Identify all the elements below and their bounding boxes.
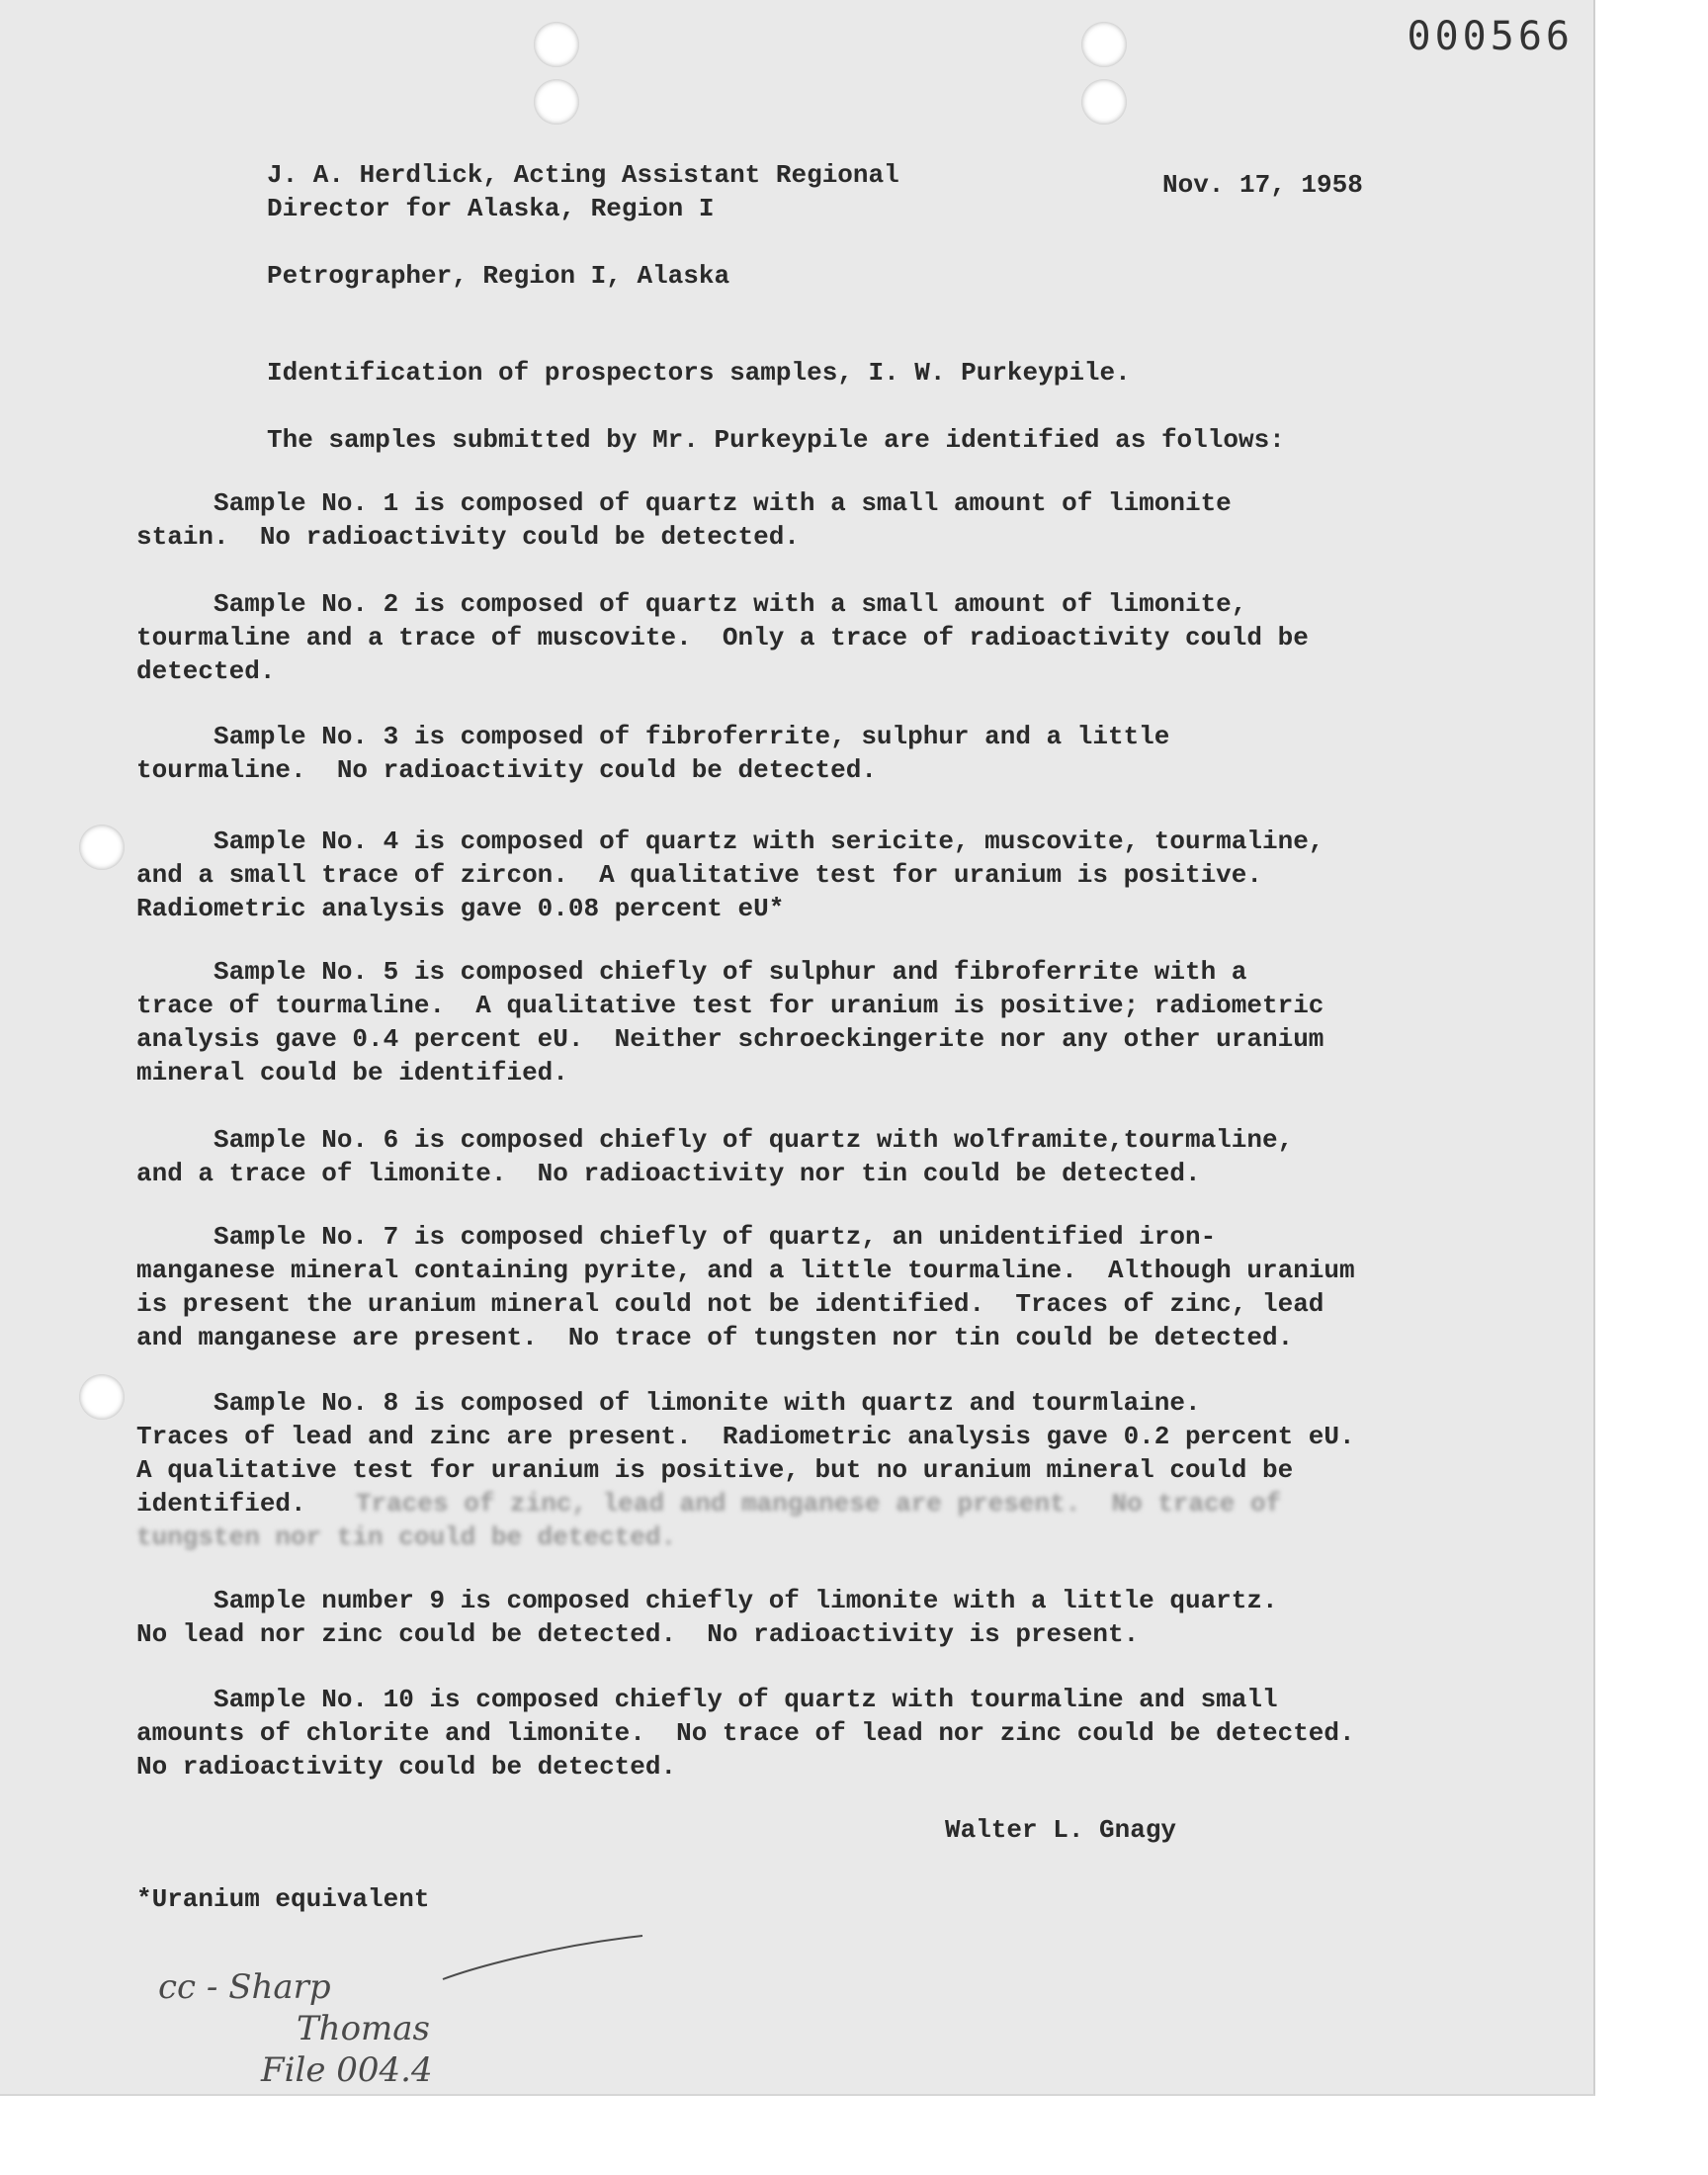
signature-name: Walter L. Gnagy (945, 1815, 1177, 1845)
sample-text-line: and manganese are present. No trace of tungsten nor tin could be detected. (136, 1323, 1294, 1352)
sample-text-line: tourmaline. No radioactivity could be detected. (136, 755, 877, 785)
handwritten-file: File 004.4 (261, 2050, 433, 2090)
sample-text-line: Sample No. 3 is composed of fibroferrite, sulphur and a little (136, 722, 1170, 751)
smudged-offset-text: tungsten nor tin could be detected. (136, 1522, 677, 1552)
addressee-line-1: J. A. Herdlick, Acting Assistant Regional (267, 160, 899, 190)
footnote: *Uranium equivalent (136, 1884, 430, 1914)
handwritten-name: Thomas (297, 2009, 431, 2048)
punch-hole (79, 1374, 125, 1420)
sample-text-line: Sample No. 4 is composed of quartz with sericite, muscovite, tourmaline, (136, 826, 1324, 856)
smudged-offset-text: Traces of zinc, lead and manganese are present. No trace of (356, 1489, 1282, 1519)
sample-text-line: analysis gave 0.4 percent eU. Neither schroeckingerite nor any other uranium (136, 1024, 1324, 1054)
subject-line: Identification of prospectors samples, I. W. Purkeypile. (267, 358, 1131, 388)
sample-text-line: identified. (136, 1489, 306, 1519)
sample-text-line: Sample No. 8 is composed of limonite with quartz and tourmlaine. (136, 1388, 1201, 1418)
intro-line: The samples submitted by Mr. Purkeypile are identified as follows: (267, 425, 1285, 455)
sample-text-line: and a small trace of zircon. A qualitative test for uranium is positive. (136, 860, 1262, 890)
sample-text-line: No radioactivity could be detected. (136, 1752, 677, 1782)
sample-text-line: trace of tourmaline. A qualitative test for uranium is positive; radiometric (136, 991, 1324, 1020)
sample-text-line: Sample No. 5 is composed chiefly of sulphur and fibroferrite with a (136, 957, 1247, 987)
document-number: 000566 (1407, 14, 1574, 59)
punch-hole (79, 825, 125, 870)
from-line: Petrographer, Region I, Alaska (267, 261, 730, 291)
sample-text-line: mineral could be identified. (136, 1058, 568, 1088)
addressee-line-2: Director for Alaska, Region I (267, 194, 715, 223)
punch-hole (1081, 79, 1127, 125)
sample-text-line: Sample No. 7 is composed chiefly of quartz, an unidentified iron- (136, 1222, 1217, 1252)
sample-text-line: Sample No. 2 is composed of quartz with a small amount of limonite, (136, 589, 1247, 619)
sample-text-line: Sample No. 1 is composed of quartz with a small amount of limonite (136, 488, 1232, 518)
sample-text-line: detected. (136, 656, 276, 686)
sample-text-line: Radiometric analysis gave 0.08 percent eU* (136, 894, 785, 923)
sample-text-line: tourmaline and a trace of muscovite. Only a trace of radioactivity could be (136, 623, 1309, 652)
sample-text-line: manganese mineral containing pyrite, and a little tourmaline. Although uranium (136, 1256, 1355, 1285)
handwritten-cc: cc - Sharp (158, 1967, 331, 2007)
memo-date: Nov. 17, 1958 (1162, 170, 1363, 200)
sample-text-line: Sample No. 6 is composed chiefly of quartz with wolframite,tourmaline, (136, 1125, 1294, 1155)
sample-text-line: amounts of chlorite and limonite. No trace of lead nor zinc could be detected. (136, 1718, 1355, 1748)
sample-text-line: Sample number 9 is composed chiefly of limonite with a little quartz. (136, 1586, 1278, 1615)
punch-hole (534, 79, 579, 125)
punch-hole (534, 22, 579, 67)
sample-text-line: stain. No radioactivity could be detected. (136, 522, 800, 552)
checkmark-stroke-icon (435, 1928, 652, 1997)
sample-text-line: Sample No. 10 is composed chiefly of quartz with tourmaline and small (136, 1685, 1278, 1714)
sample-text-line: A qualitative test for uranium is positive, but no uranium mineral could be (136, 1455, 1294, 1485)
sample-text-line: No lead nor zinc could be detected. No radioactivity is present. (136, 1619, 1140, 1649)
sample-text-line: Traces of lead and zinc are present. Radiometric analysis gave 0.2 percent eU. (136, 1422, 1355, 1451)
sample-text-line: and a trace of limonite. No radioactivity nor tin could be detected. (136, 1159, 1201, 1188)
sample-text-line: is present the uranium mineral could not be identified. Traces of zinc, lead (136, 1289, 1324, 1319)
punch-hole (1081, 22, 1127, 67)
